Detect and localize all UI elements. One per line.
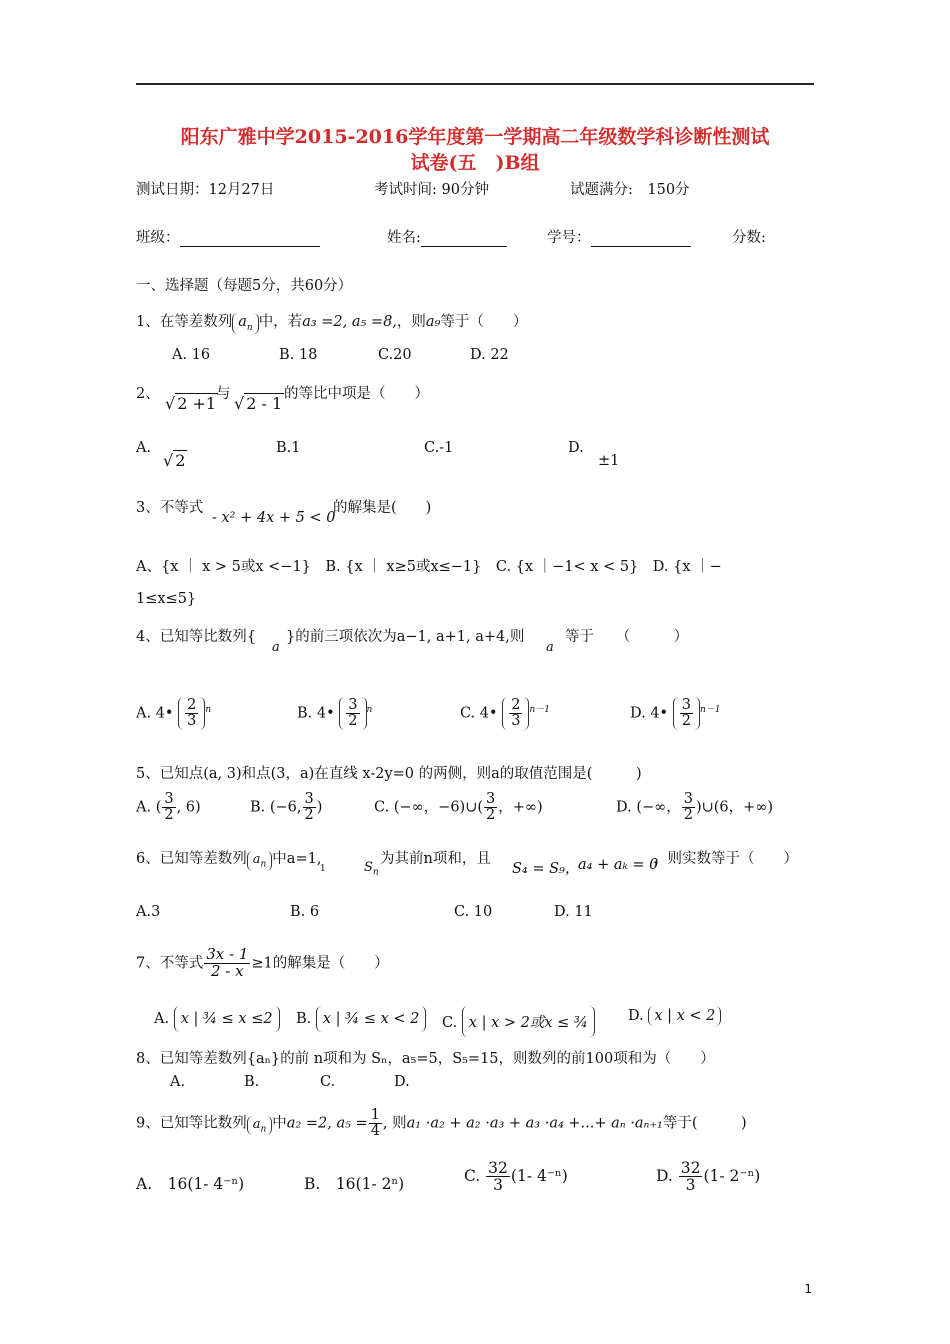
- question-2: 2、: [136, 386, 160, 402]
- header-rule: [136, 83, 814, 85]
- q6-cond-2: a₄ + aₖ = 0: [578, 857, 659, 873]
- q2-option-d[interactable]: D.: [568, 440, 584, 456]
- class-label: 班级：: [136, 230, 180, 246]
- q2-expr-1: √ 2 +1: [165, 394, 217, 413]
- q6-sn: $S_n$: [364, 860, 379, 878]
- number-blank[interactable]: [591, 246, 691, 247]
- q7-option-a[interactable]: A. x | ¾ ≤ x ≤2: [154, 1006, 280, 1032]
- q2-tail: 的等比中项是（ ）: [284, 386, 429, 402]
- seq-an: $a_n$: [232, 313, 258, 334]
- q2-and: 与: [216, 386, 231, 402]
- q1-option-b[interactable]: B. 18: [279, 347, 318, 363]
- question-7: 7、不等式 $\frac{3x - 1}{2 - x}$ ≥1的解集是（ ）: [136, 945, 389, 980]
- test-time: 考试时间: 90分钟: [374, 182, 489, 198]
- question-4: 4、已知等比数列{: [136, 629, 256, 645]
- q4-option-a[interactable]: A. 4• $\frac{2}{3}$ $^n$: [136, 697, 212, 730]
- q5-option-d[interactable]: D. (−∞， $\frac{3}{2}$ )∪(6，+∞): [616, 791, 774, 824]
- q4-an-2: a: [546, 640, 554, 655]
- q7-option-c[interactable]: C. x | x > 2或x ≤ ¾: [442, 1006, 595, 1037]
- q8-option-a[interactable]: A.: [170, 1074, 186, 1090]
- q6-option-b[interactable]: B. 6: [290, 904, 320, 920]
- q6-mid: 为其前n项和，且: [380, 851, 491, 867]
- q7-option-d[interactable]: D. x | x < 2: [628, 1006, 721, 1026]
- question-8: 8、已知等差数列{aₙ}的前 n项和为 Sₙ，a₅=5，S₅=15，则数列的前100项和为（ ）: [136, 1051, 715, 1067]
- q1-option-d[interactable]: D. 22: [470, 347, 509, 363]
- question-6: 6、已知等差数列 $a_n$ 中a=1,: [136, 851, 322, 870]
- q9-option-c[interactable]: C. $\frac{32}{3}$ (1- 4⁻ⁿ): [464, 1159, 568, 1195]
- q2-option-b[interactable]: B.1: [276, 440, 301, 456]
- q2-option-d-value: ±1: [598, 453, 620, 469]
- q2-option-c[interactable]: C.-1: [424, 440, 454, 456]
- section-heading: 一、选择题（每题5分，共60分）: [136, 278, 353, 294]
- q1-option-c[interactable]: C.20: [378, 347, 412, 363]
- q6-cond-1: S₄ = S₉，: [512, 861, 580, 877]
- q3-options-line-2: 1≤x≤5}: [136, 591, 197, 607]
- q7-option-b[interactable]: B. x | ¾ ≤ x < 2: [296, 1006, 426, 1032]
- question-9: 9、已知等比数列 $a_n$ 中a₂ =2, a₅ = $\frac{1}{4}$ , 则a₁ ·a₂ + a₂ ·a₃ + a₃ ·a₄ +...+ aₙ ·aₙ₊₁等于( ): [136, 1107, 747, 1140]
- q9-option-a[interactable]: A. 16(1- 4⁻ⁿ): [136, 1175, 245, 1193]
- number-field[interactable]: [547, 226, 691, 247]
- q8-option-c[interactable]: C.: [320, 1074, 336, 1090]
- q2-option-a-value: √ 2: [163, 451, 186, 470]
- q2-expr-2: √ 2 - 1: [234, 394, 283, 413]
- q4-option-b[interactable]: B. 4• $\frac{3}{2}$ $^n$: [297, 697, 373, 730]
- q8-option-d[interactable]: D.: [394, 1074, 410, 1090]
- q6-option-c[interactable]: C. 10: [454, 904, 493, 920]
- test-date: 测试日期：12月27日: [136, 182, 275, 198]
- q9-option-b[interactable]: B. 16(1- 2ⁿ): [304, 1175, 405, 1193]
- name-blank[interactable]: [421, 246, 507, 247]
- question-3: 3、不等式: [136, 500, 204, 516]
- q5-option-c[interactable]: C. (−∞，−6)∪( $\frac{3}{2}$ ，+∞): [374, 791, 543, 824]
- number-label: 学号：: [547, 230, 591, 246]
- q6-end: ，则实数等于（ ）: [653, 851, 798, 867]
- q3-expr: - x² + 4x + 5 < 0: [212, 510, 336, 526]
- class-blank[interactable]: [180, 246, 320, 247]
- q9-option-d[interactable]: D. $\frac{32}{3}$ (1- 2⁻ⁿ): [656, 1159, 761, 1195]
- q4-mid: }的前三项依次为a−1, a+1, a+4,则: [286, 629, 525, 645]
- q4-an-1: a: [272, 640, 280, 655]
- q4-option-c[interactable]: C. 4• $\frac{2}{3}$ $^{n-1}$: [460, 697, 550, 730]
- q4-option-d[interactable]: D. 4• $\frac{3}{2}$ $^{n-1}$: [630, 697, 721, 730]
- class-field[interactable]: [136, 226, 320, 247]
- q5-option-a[interactable]: A. ( $\frac{3}{2}$ , 6): [136, 791, 201, 824]
- q8-option-b[interactable]: B.: [244, 1074, 260, 1090]
- points-label: 分数:: [732, 230, 766, 246]
- name-label: 姓名:: [387, 230, 421, 246]
- q6-option-d[interactable]: D. 11: [554, 904, 593, 920]
- q4-end: 等于 （ ）: [565, 629, 689, 645]
- question-1: 1、在等差数列 $a_n$ 中，若a₃ =2, a₅ =8,，则a₉等于（ ）: [136, 314, 528, 333]
- q2-option-a[interactable]: A.: [136, 440, 152, 456]
- test-score: 试题满分: 150分: [570, 182, 690, 198]
- q3-options-line-1[interactable]: A、{x ｜ x > 5或x <−1} B. {x ｜ x≥5或x≤−1} C. {x ｜−1< x < 5} D. {x ｜−: [136, 559, 722, 575]
- name-field[interactable]: [387, 226, 507, 247]
- q1-option-a[interactable]: A. 16: [172, 347, 211, 363]
- q3-tail: 的解集是( ): [333, 500, 432, 516]
- question-5: 5、已知点(a, 3)和点(3，a)在直线 x-2y=0 的两侧，则a的取值范围是( ): [136, 766, 642, 782]
- q5-option-b[interactable]: B. (−6, $\frac{3}{2}$ ): [250, 791, 323, 824]
- title-line-2: 试卷(五 )B组: [410, 152, 540, 174]
- page-number: 1: [804, 1282, 812, 1296]
- q6-sub-1: 1: [320, 864, 326, 874]
- q6-option-a[interactable]: A.3: [136, 904, 161, 920]
- title-line-1: 阳东广雅中学2015-2016学年度第一学期高二年级数学科诊断性测试: [180, 126, 770, 148]
